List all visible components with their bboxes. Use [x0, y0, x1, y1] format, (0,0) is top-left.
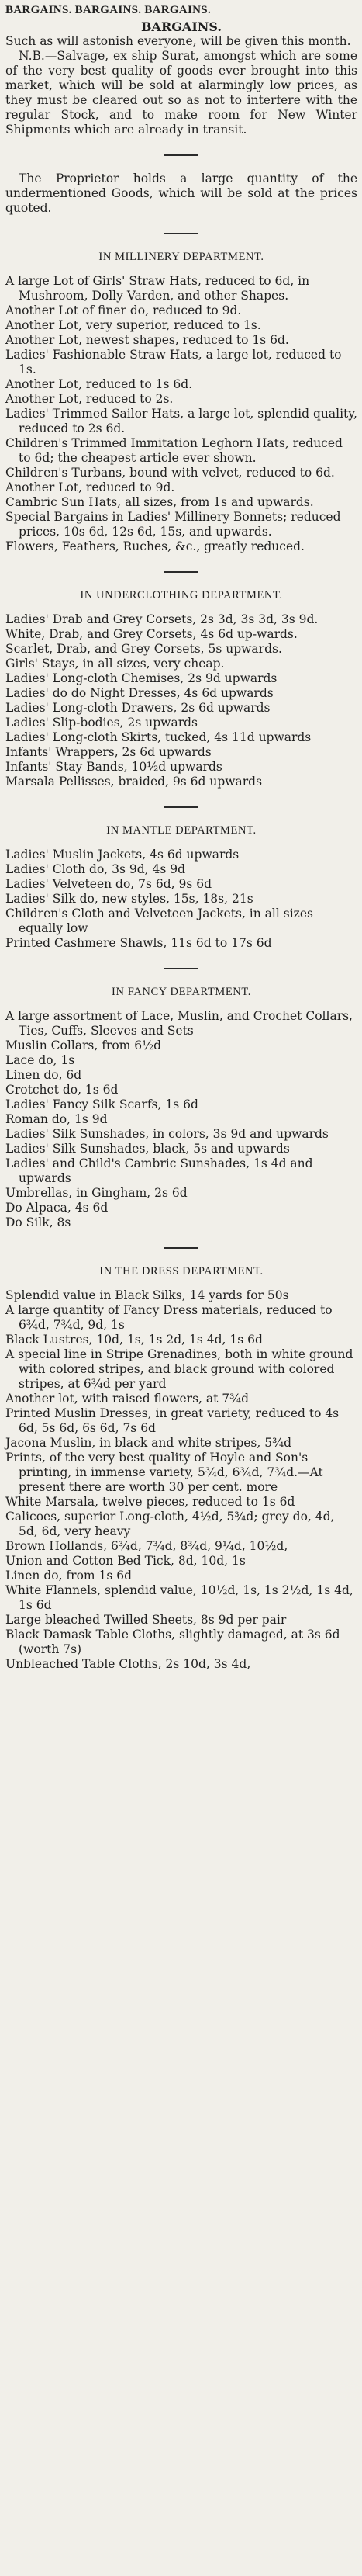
list-item: Linen do, 6d [5, 1068, 82, 1082]
list-item: Unbleached Table Cloths, 2s 10d, 3s 4d, [5, 1657, 251, 1671]
list-item: Lace do, 1s [5, 1053, 75, 1067]
list-item: Crotchet do, 1s 6d [5, 1083, 119, 1097]
list-item: Umbrellas, in Gingham, 2s 6d [5, 1186, 188, 1200]
list-item: Marsala Pellisses, braided, 9s 6d upwards [5, 775, 263, 789]
proprietor-note: The Proprietor holds a large quantity of the undermentioned Goods, which will be sold at the prices quoted. [5, 172, 357, 215]
list-item: A special line in Stripe Grenadines, both in white ground with colored stripes, and black ground with colored stripes, at 6¾d per yard [5, 1347, 353, 1391]
list-item: White Flannels, splendid value, 10½d, 1s, 1s 2½d, 1s 4d, 1s 6d [5, 1583, 353, 1612]
section-divider [164, 233, 198, 234]
list-item: Ladies' and Child's Cambric Sunshades, 1s 4d and upwards [5, 1156, 313, 1185]
section-divider [164, 1247, 198, 1249]
section-divider [164, 806, 198, 808]
department-heading-underclothing: IN UNDERCLOTHING DEPARTMENT. [80, 589, 283, 602]
list-item: Another Lot, newest shapes, reduced to 1s 6d. [5, 333, 289, 347]
list-item: Do Alpaca, 4s 6d [5, 1201, 109, 1215]
list-item: Ladies' Cloth do, 3s 9d, 4s 9d [5, 862, 186, 876]
list-item: Girls' Stays, in all sizes, very cheap. [5, 657, 225, 671]
list-item: Ladies' Velveteen do, 7s 6d, 9s 6d [5, 877, 212, 891]
list-item: Brown Hollands, 6¾d, 7¾d, 8¾d, 9¼d, 10½d, [5, 1539, 288, 1553]
list-item: Ladies' Slip-bodies, 2s upwards [5, 716, 198, 730]
department-heading-millinery: IN MILLINERY DEPARTMENT. [98, 251, 264, 263]
list-item: Prints, of the very best quality of Hoyle and Son's printing, in immense variety, 5¾d, 6¾d, 7¾d.—At present there are worth 30 per cent. more [5, 1451, 323, 1494]
list-item: Ladies' Fancy Silk Scarfs, 1s 6d [5, 1097, 198, 1111]
list-item: Roman do, 1s 9d [5, 1112, 108, 1126]
list-item: Cambric Sun Hats, all sizes, from 1s and upwards. [5, 495, 314, 509]
list-item: Infants' Stay Bands, 10½d upwards [5, 760, 222, 774]
list-item: Black Damask Table Cloths, slightly damaged, at 3s 6d (worth 7s) [5, 1628, 340, 1656]
list-item: Infants' Wrappers, 2s 6d upwards [5, 745, 212, 759]
list-item: Union and Cotton Bed Tick, 8d, 10d, 1s [5, 1554, 246, 1568]
list-item: Children's Trimmed Immitation Leghorn Hats, reduced to 6d; the cheapest article ever shown. [5, 436, 343, 465]
millinery-item-list [5, 274, 357, 554]
list-item: Ladies' Long-cloth Skirts, tucked, 4s 11d upwards [5, 730, 312, 744]
banner-headline: BARGAINS. BARGAINS. BARGAINS. [5, 4, 211, 16]
list-item: Another Lot of finer do, reduced to 9d. [5, 303, 242, 317]
list-item: A large assortment of Lace, Muslin, and Crochet Collars, Ties, Cuffs, Sleeves and Sets [5, 1009, 353, 1038]
list-item: Muslin Collars, from 6½d [5, 1038, 162, 1052]
list-item: Ladies' Silk do, new styles, 15s, 18s, 21s [5, 892, 253, 906]
list-item: Ladies' Silk Sunshades, black, 5s and upwards [5, 1142, 290, 1156]
list-item: Calicoes, superior Long-cloth, 4½d, 5¾d; grey do, 4d, 5d, 6d, very heavy [5, 1510, 335, 1538]
list-item: White Marsala, twelve pieces, reduced to 1s 6d [5, 1495, 295, 1509]
section-divider [164, 154, 198, 156]
underclothing-item-list [5, 612, 357, 789]
list-item: Another Lot, reduced to 2s. [5, 392, 174, 406]
list-item: A large Lot of Girls' Straw Hats, reduced to 6d, in Mushroom, Dolly Varden, and other Shapes. [5, 274, 310, 303]
dress-item-list [5, 1288, 357, 1672]
fancy-item-list [5, 1009, 357, 1230]
list-item: Ladies' Trimmed Sailor Hats, a large lot, splendid quality, reduced to 2s 6d. [5, 407, 357, 435]
department-heading-mantle: IN MANTLE DEPARTMENT. [106, 824, 257, 837]
list-item: Jacona Muslin, in black and white stripes, 5¾d [5, 1436, 292, 1450]
list-item: Another Lot, very superior, reduced to 1s. [5, 318, 261, 332]
list-item: Ladies' Muslin Jackets, 4s 6d upwards [5, 848, 240, 862]
list-item: Printed Muslin Dresses, in great variety, reduced to 4s 6d, 5s 6d, 6s 6d, 7s 6d [5, 1406, 340, 1435]
list-item: Ladies' Long-cloth Drawers, 2s 6d upwards [5, 701, 271, 715]
list-item: Ladies' Long-cloth Chemises, 2s 9d upwards [5, 671, 278, 685]
department-heading-fancy: IN FANCY DEPARTMENT. [112, 986, 251, 998]
intro-paragraph: Such as will astonish everyone, will be given this month. [5, 34, 351, 48]
list-item: Special Bargains in Ladies' Millinery Bonnets; reduced prices, 10s 6d, 12s 6d, 15s, and upwards. [5, 510, 341, 539]
list-item: Flowers, Feathers, Ruches, &c., greatly reduced. [5, 539, 305, 553]
section-divider [164, 968, 198, 969]
list-item: Ladies' Drab and Grey Corsets, 2s 3d, 3s 3d, 3s 9d. [5, 612, 319, 626]
list-item: Ladies' Fashionable Straw Hats, a large lot, reduced to 1s. [5, 348, 342, 376]
list-item: Black Lustres, 10d, 1s, 1s 2d, 1s 4d, 1s 6d [5, 1333, 263, 1347]
list-item: A large quantity of Fancy Dress materials, reduced to 6¾d, 7¾d, 9d, 1s [5, 1303, 333, 1332]
list-item: White, Drab, and Grey Corsets, 4s 6d up-wards. [5, 627, 298, 641]
list-item: Large bleached Twilled Sheets, 8s 9d per pair [5, 1613, 287, 1627]
list-item: Another lot, with raised flowers, at 7¾d [5, 1392, 250, 1406]
list-item: Scarlet, Drab, and Grey Corsets, 5s upwards. [5, 642, 282, 656]
list-item: Printed Cashmere Shawls, 11s 6d to 17s 6d [5, 936, 272, 950]
list-item: Children's Turbans, bound with velvet, reduced to 6d. [5, 466, 335, 480]
list-item: Children's Cloth and Velveteen Jackets, in all sizes equally low [5, 907, 313, 935]
list-item: Do Silk, 8s [5, 1215, 71, 1229]
list-item: Ladies' do do Night Dresses, 4s 6d upwards [5, 686, 274, 700]
list-item: Another Lot, reduced to 9d. [5, 480, 175, 494]
section-divider [164, 571, 198, 573]
list-item: Splendid value in Black Silks, 14 yards for 50s [5, 1288, 289, 1302]
mantle-item-list [5, 848, 357, 951]
list-item: Linen do, from 1s 6d [5, 1569, 133, 1583]
department-heading-dress: IN THE DRESS DEPARTMENT. [99, 1265, 264, 1278]
list-item: Another Lot, reduced to 1s 6d. [5, 377, 193, 391]
list-item: Ladies' Silk Sunshades, in colors, 3s 9d and upwards [5, 1127, 329, 1141]
salvage-notice: N.B.—Salvage, ex ship Surat, amongst which are some of the very best quality of goods ever brought into this market, which will be sold at alarmingly low prices, as they must be cleared out so as not to interfere with the regular Stock, and to make room for New Winter Shipments which are already in transit. [5, 49, 357, 137]
subtitle-heading: BARGAINS. [141, 19, 222, 34]
